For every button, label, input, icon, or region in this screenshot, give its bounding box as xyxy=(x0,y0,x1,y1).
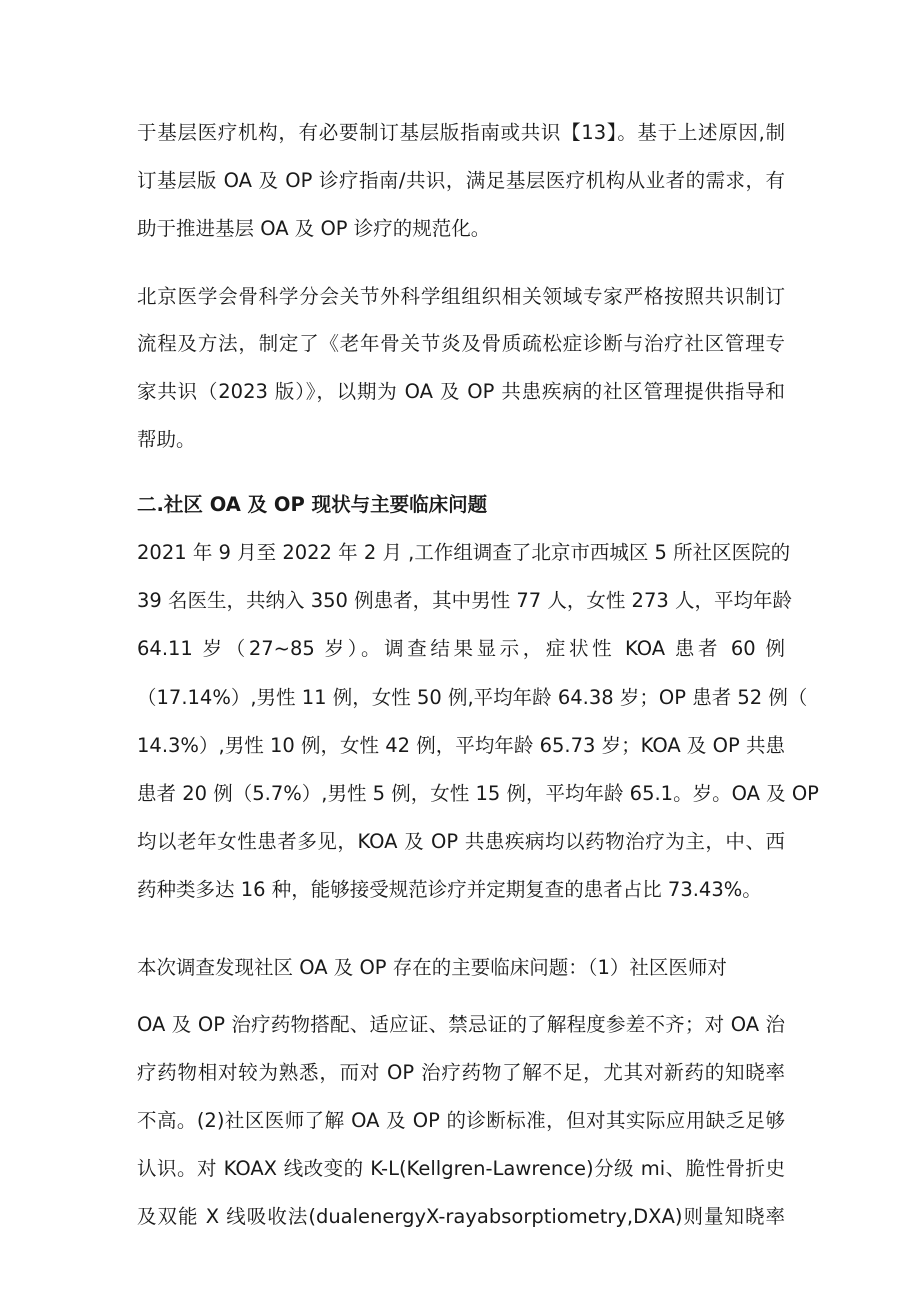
paragraph-2-line-4: 帮助。 xyxy=(137,428,196,451)
paragraph-1-line-2: 订基层版 OA 及 OP 诊疗指南/共识，满足基层医疗机构从业者的需求，有 xyxy=(137,169,785,192)
paragraph-5-line-2: 疗药物相对较为熟悉，而对 OP 治疗药物了解不足，尤其对新药的知晓率 xyxy=(137,1061,785,1084)
paragraph-3-line-1: 2021 年 9 月至 2022 年 2 月 ,工作组调查了北京市西城区 5 所社区医院的 xyxy=(137,541,791,564)
paragraph-5-line-3: 不高。(2)社区医师了解 OA 及 OP 的诊断标准，但对其实际应用缺乏足够 xyxy=(137,1109,785,1132)
paragraph-2-line-2: 流程及方法，制定了《老年骨关节炎及骨质疏松症诊断与治疗社区管理专 xyxy=(137,332,785,355)
paragraph-1-line-1: 于基层医疗机构，有必要制订基层版指南或共识【13】。基于上述原因,制 xyxy=(137,121,785,144)
paragraph-5-line-5: 及双能 X 线吸收法(dualenergyX-rayabsorptiometry,DXA)则量知晓率 xyxy=(137,1205,785,1228)
paragraph-2-line-1: 北京医学会骨科学分会关节外科学组组织相关领域专家严格按照共识制订 xyxy=(137,285,785,308)
paragraph-1-line-3: 助于推进基层 OA 及 OP 诊疗的规范化。 xyxy=(137,217,491,240)
paragraph-3-line-2: 39 名医生，共纳入 350 例患者，其中男性 77 人，女性 273 人，平均年龄 xyxy=(137,589,792,612)
paragraph-3-line-3: 64.11 岁（27~85 岁）。调查结果显示，症状性 KOA 患者 60 例 xyxy=(137,637,785,660)
paragraph-3-line-7: 均以老年女性患者多见，KOA 及 OP 共患疾病均以药物治疗为主，中、西 xyxy=(137,830,785,853)
paragraph-5-line-4: 认识。对 KOAX 线改变的 K-L(Kellgren-Lawrence)分级 mi、脆性骨折史 xyxy=(137,1157,785,1180)
paragraph-3-line-8: 药种类多达 16 种，能够接受规范诊疗并定期复查的患者占比 73.43%。 xyxy=(137,878,762,901)
paragraph-3-line-5: 14.3%）,男性 10 例，女性 42 例，平均年龄 65.73 岁；KOA 及 OP 共患 xyxy=(137,734,785,757)
paragraph-3-line-6: 患者 20 例（5.7%）,男性 5 例，女性 15 例，平均年龄 65.1。岁。OA 及 OP xyxy=(137,782,819,805)
paragraph-2-line-3: 家共识（2023 版）》，以期为 OA 及 OP 共患疾病的社区管理提供指导和 xyxy=(137,380,785,403)
paragraph-3-line-4: （17.14%）,男性 11 例，女性 50 例,平均年龄 64.38 岁；OP 患者 52 例（ xyxy=(137,686,808,709)
section-heading: 二.社区 OA 及 OP 现状与主要临床问题 xyxy=(137,493,488,516)
paragraph-4-line-1: 本次调查发现社区 OA 及 OP 存在的主要临床问题：（1）社区医师对 xyxy=(137,956,727,979)
paragraph-5-line-1: OA 及 OP 治疗药物搭配、适应证、禁忌证的了解程度参差不齐；对 OA 治 xyxy=(137,1013,785,1036)
